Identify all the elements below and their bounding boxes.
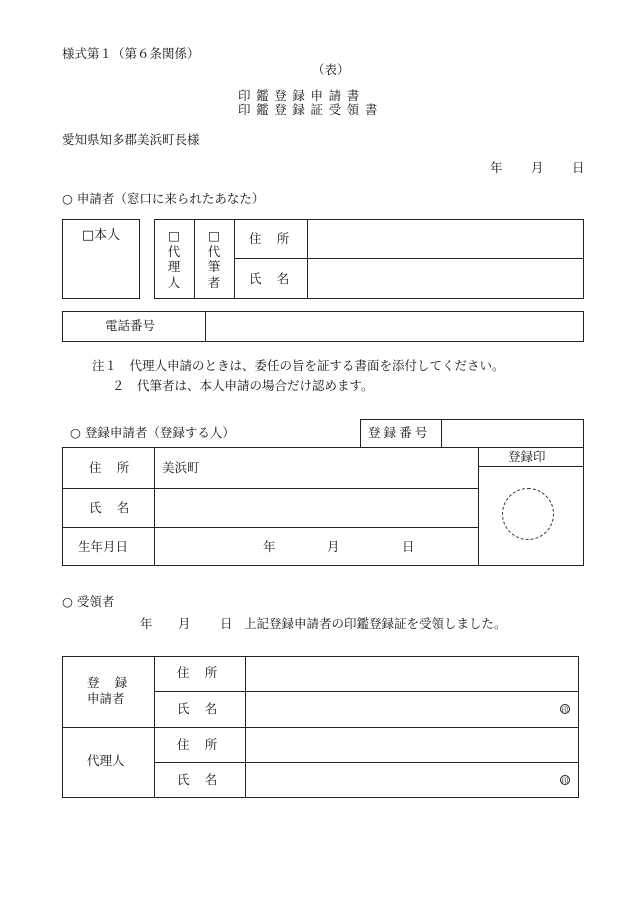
applicant-address-label: 住 所	[249, 231, 295, 246]
receipt-registrant-label-line2: 申請者	[87, 691, 125, 706]
date-day-label: 日	[572, 160, 585, 175]
dob-day-label: 日	[402, 539, 415, 554]
note-1: 注１ 代理人申請のときは、委任の旨を証する書面を添付してください。	[92, 358, 505, 373]
date-of-birth-label: 生年月日	[78, 539, 129, 554]
receipt-year-label: 年	[140, 616, 153, 631]
registered-seal-area	[502, 488, 554, 540]
registration-number-field[interactable]	[450, 427, 575, 443]
phone-label: 電話番号	[105, 318, 156, 333]
principal-label: □本人	[81, 228, 121, 243]
receipt-registrant-label-line1: 登 録	[87, 675, 133, 690]
writer-checkbox[interactable]	[202, 228, 226, 291]
registrant-address-label: 住 所	[89, 460, 135, 475]
form-side-label: （表）	[312, 62, 350, 77]
title-certificate-receipt: 印鑑登録証受領書	[238, 102, 384, 117]
applicant-heading: ○ 申請者（窓口に来られたあなた）	[62, 191, 265, 206]
receipt-registrant-address-field[interactable]	[255, 664, 570, 684]
dob-month-label: 月	[327, 539, 340, 554]
receipt-month-label: 月	[178, 616, 191, 631]
applicant-address-field[interactable]	[318, 233, 578, 249]
writer-label: □代筆者	[207, 228, 221, 290]
receipt-registrant-name-label: 氏 名	[177, 701, 223, 716]
receipt-day-label: 日	[220, 616, 233, 631]
receipt-registrant-address-label: 住 所	[177, 665, 223, 680]
receipt-agent-address-label: 住 所	[177, 737, 223, 752]
principal-checkbox[interactable]	[62, 219, 140, 299]
date-month-label: 月	[531, 160, 544, 175]
registrant-address-field[interactable]: 美浜町	[162, 460, 200, 475]
receipt-heading: ○ 受領者	[62, 594, 115, 609]
phone-field[interactable]	[215, 320, 575, 336]
registrant-name-field[interactable]	[162, 502, 467, 518]
receipt-registrant-name-field[interactable]	[255, 700, 550, 720]
receipt-statement: 上記登録申請者の印鑑登録証を受領しました。	[244, 616, 507, 631]
registrant-heading: ○ 登録申請者（登録する人）	[70, 425, 235, 440]
applicant-name-field[interactable]	[318, 273, 578, 289]
date-year-label: 年	[490, 160, 503, 175]
receipt-agent-name-label: 氏 名	[177, 772, 223, 787]
addressee: 愛知県知多郡美浜町長様	[62, 132, 200, 147]
agent-seal-mark: 印	[561, 777, 569, 785]
registrant-name-label: 氏 名	[89, 500, 135, 515]
form-number: 様式第１（第６条関係）	[62, 46, 200, 61]
receipt-agent-name-field[interactable]	[255, 770, 550, 790]
title-registration-application: 印鑑登録申請書	[238, 88, 365, 103]
agent-checkbox[interactable]	[162, 228, 186, 291]
registrant-seal-mark: 印	[561, 706, 569, 714]
receipt-agent-address-field[interactable]	[255, 735, 570, 755]
registered-seal-label: 登録印	[508, 449, 546, 464]
registration-number-label: 登録番号	[368, 425, 431, 440]
note-2: ２ 代筆者は、本人申請の場合だけ認めます。	[112, 378, 374, 393]
applicant-name-label: 氏 名	[249, 271, 295, 286]
receipt-agent-label: 代理人	[87, 753, 125, 768]
dob-year-label: 年	[263, 539, 276, 554]
agent-label: □代理人	[167, 228, 181, 290]
